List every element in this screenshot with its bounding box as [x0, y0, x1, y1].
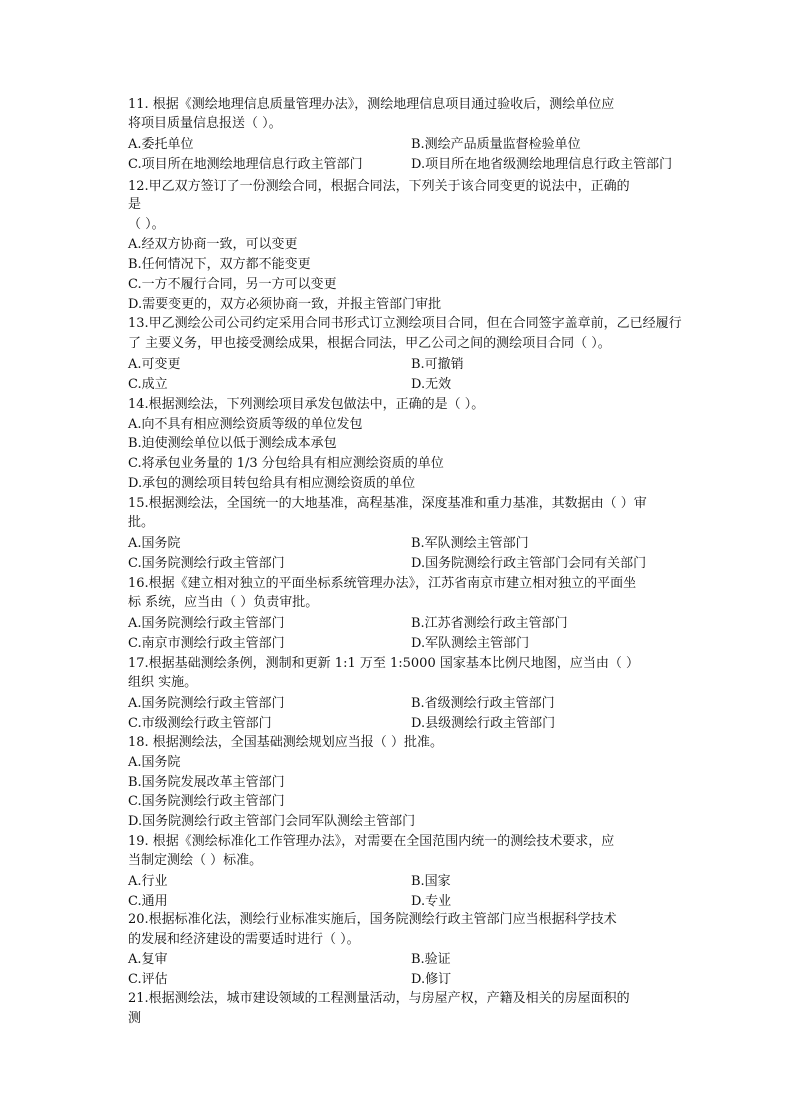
line-text: 将项目质量信息报送（ ）。	[128, 116, 282, 131]
text-line	[128, 674, 673, 692]
option-right: D.修订	[411, 972, 452, 987]
text-line	[128, 216, 673, 234]
line-text: A.复审	[128, 952, 168, 967]
line-text: A.国务院	[128, 536, 181, 551]
text-line	[128, 178, 673, 196]
text-line	[128, 774, 673, 792]
line-text: 的发展和经济建设的需要适时进行（ ）。	[128, 932, 360, 947]
line-text: 组织 实施。	[128, 675, 198, 690]
text-line	[128, 911, 673, 929]
text-line	[128, 594, 673, 612]
line-text: 13.甲乙测绘公司公司约定采用合同书形式订立测绘项目合同，但在合同签字盖章前，乙已经履行	[128, 316, 682, 331]
line-text: C.通用	[128, 894, 168, 909]
text-line	[128, 655, 673, 673]
line-text: 17.根据基础测绘条例，测制和更新 1:1 万至 1:5000 国家基本比例尺地图，应当由（ ）	[128, 656, 639, 671]
text-line	[128, 734, 673, 752]
text-line	[128, 793, 673, 811]
line-text: 当制定测绘（ ）标准。	[128, 853, 263, 868]
line-text: 14.根据测绘法，下列测绘项目承发包做法中，正确的是（ ）。	[128, 397, 485, 412]
text-line	[128, 813, 673, 831]
line-text: B.国务院发展改革主管部门	[128, 775, 285, 790]
text-line	[128, 833, 673, 851]
line-text: C.一方不履行合同，另一方可以变更	[128, 277, 337, 292]
text-line	[128, 475, 673, 493]
line-text: 标 系统，应当由（ ）负责审批。	[128, 595, 319, 610]
line-text: D.国务院测绘行政主管部门会同军队测绘主管部门	[128, 814, 416, 829]
option-right: D.专业	[411, 894, 452, 909]
option-right: B.江苏省测绘行政主管部门	[411, 616, 568, 631]
text-line	[128, 873, 673, 891]
text-line	[128, 376, 673, 394]
line-text: A.国务院测绘行政主管部门	[128, 616, 285, 631]
text-line	[128, 575, 673, 593]
option-right: B.验证	[411, 952, 451, 967]
line-text: A.行业	[128, 874, 168, 889]
line-text: A.向不具有相应测绘资质等级的单位发包	[128, 417, 363, 432]
line-text: 15.根据测绘法，全国统一的大地基准，高程基准，深度基准和重力基准，其数据由（ ）审	[128, 496, 647, 511]
text-line	[128, 156, 673, 174]
text-line	[128, 852, 673, 870]
text-line	[128, 931, 673, 949]
line-text: D.需要变更的，双方必须协商一致，并报主管部门审批	[128, 297, 442, 312]
text-line	[128, 615, 673, 633]
text-line	[128, 990, 673, 1008]
text-line	[128, 495, 673, 513]
line-text: 12.甲乙双方签订了一份测绘合同，根据合同法，下列关于该合同变更的说法中，正确的	[128, 179, 630, 194]
text-line	[128, 236, 673, 254]
line-text: C.国务院测绘行政主管部门	[128, 794, 285, 809]
line-text: D.承包的测绘项目转包给具有相应测绘资质的单位	[128, 476, 416, 491]
line-text: A.委托单位	[128, 137, 194, 152]
line-text: B.迫使测绘单位以低于测绘成本承包	[128, 436, 337, 451]
line-text: 是	[128, 197, 142, 212]
line-text: 19. 根据《测绘标准化工作管理办法》，对需要在全国范围内统一的测绘技术要求，应	[128, 834, 615, 849]
line-text: A.国务院	[128, 755, 181, 770]
text-line	[128, 396, 673, 414]
text-line	[128, 695, 673, 713]
line-text: 11. 根据《测绘地理信息质量管理办法》，测绘地理信息项目通过验收后，测绘单位应	[128, 97, 615, 112]
text-line	[128, 754, 673, 772]
text-line	[128, 635, 673, 653]
line-text: 批。	[128, 515, 155, 530]
line-text: 21.根据测绘法，城市建设领域的工程测量活动，与房屋产权，产籍及相关的房屋面积的	[128, 991, 630, 1006]
option-right: D.国务院测绘行政主管部门会同有关部门	[411, 556, 647, 571]
text-line	[128, 535, 673, 553]
line-text: 20.根据标准化法，测绘行业标准实施后，国务院测绘行政主管部门应当根据科学技术	[128, 912, 617, 927]
text-line	[128, 715, 673, 733]
line-text: C.将承包业务量的 1/3 分包给具有相应测绘资质的单位	[128, 456, 444, 471]
text-line	[128, 196, 673, 214]
text-line	[128, 256, 673, 274]
text-line	[128, 455, 673, 473]
option-right: B.国家	[411, 874, 451, 889]
line-text: 了 主要义务，甲也接受测绘成果，根据合同法，甲乙公司之间的测绘项目合同（ ）。	[128, 336, 611, 351]
text-line	[128, 315, 682, 333]
line-text: A.国务院测绘行政主管部门	[128, 696, 285, 711]
option-right: D.无效	[411, 377, 452, 392]
line-text: A.可变更	[128, 357, 181, 372]
line-text: C.成立	[128, 377, 168, 392]
text-line	[128, 356, 673, 374]
text-line	[128, 296, 673, 314]
option-right: D.军队测绘主管部门	[411, 636, 530, 651]
line-text: C.国务院测绘行政主管部门	[128, 556, 285, 571]
text-line	[128, 1010, 673, 1028]
text-line	[128, 555, 673, 573]
option-right: D.项目所在地省级测绘地理信息行政主管部门	[411, 157, 673, 172]
line-text: C.市级测绘行政主管部门	[128, 716, 272, 731]
line-text: 测	[128, 1011, 142, 1026]
line-text: C.评估	[128, 972, 168, 987]
option-right: B.可撤销	[411, 357, 464, 372]
text-line	[128, 416, 673, 434]
text-line	[128, 136, 673, 154]
line-text: A.经双方协商一致，可以变更	[128, 237, 298, 252]
text-line	[128, 951, 673, 969]
line-text: 16.根据《建立相对独立的平面坐标系统管理办法》，江苏省南京市建立相对独立的平面坐	[128, 576, 637, 591]
line-text: C.项目所在地测绘地理信息行政主管部门	[128, 157, 363, 172]
option-right: D.县级测绘行政主管部门	[411, 716, 556, 731]
option-right: B.测绘产品质量监督检验单位	[411, 137, 581, 152]
text-line	[128, 276, 673, 294]
line-text: （ ）。	[128, 217, 165, 232]
text-line	[128, 115, 673, 133]
text-line	[128, 514, 673, 532]
text-line	[128, 435, 673, 453]
text-line	[128, 96, 673, 114]
option-right: B.省级测绘行政主管部门	[411, 696, 555, 711]
line-text: B.任何情况下，双方都不能变更	[128, 257, 311, 272]
option-right: B.军队测绘主管部门	[411, 536, 529, 551]
line-text: 18. 根据测绘法，全国基础测绘规划应当报（ ）批准。	[128, 735, 443, 750]
line-text: C.南京市测绘行政主管部门	[128, 636, 285, 651]
text-line	[128, 893, 673, 911]
text-line	[128, 971, 673, 989]
text-line	[128, 335, 673, 353]
